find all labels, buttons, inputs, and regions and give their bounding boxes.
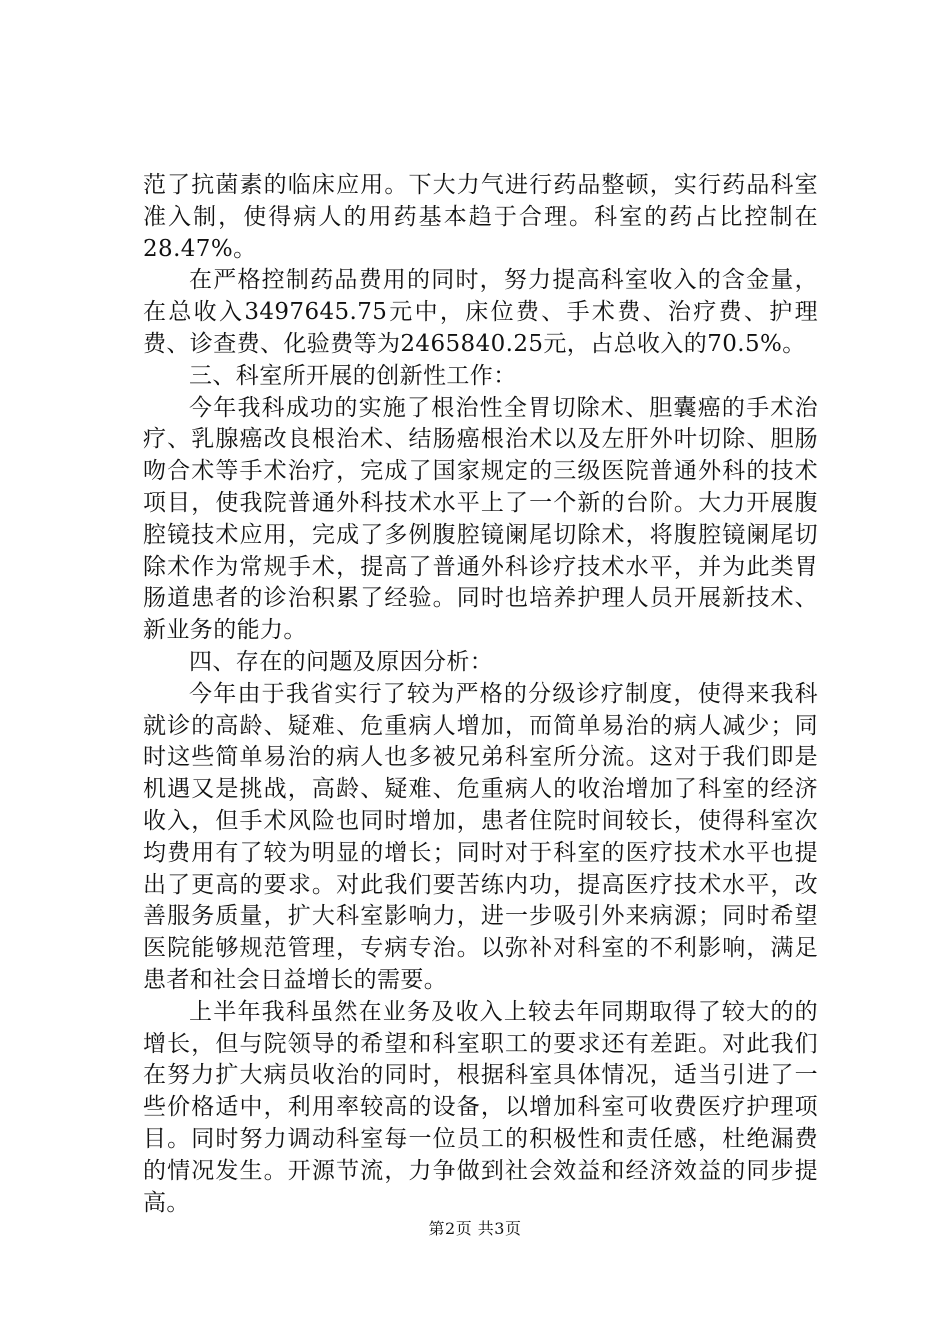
section-heading-innovation: 三、科室所开展的创新性工作： [189, 362, 517, 389]
page-number-footer: 第2页 共3页 [428, 1219, 522, 1238]
document-body [143, 170, 818, 1219]
paragraph-half-year-summary: 上半年我科虽然在业务及收入上较去年同期取得了较大的的增长，但与院领导的希望和科室职工的要求还有差距。对此我们在努力扩大病员收治的同时，根据科室具体情况，适当引进了一些价格适中，利用率较高的设备，以增加科室可收费医疗护理项目。同时努力调动科室每一位员工的积极性和责任感，杜绝漏费的情况发生。开源节流，力争做到社会效益和经济效益的同步提高。 [143, 998, 818, 1216]
paragraph-innovation: 今年我科成功的实施了根治性全胃切除术、胆囊癌的手术治疗、乳腺癌改良根治术、结肠癌根治术以及左肝外叶切除、胆肠吻合术等手术治疗，完成了国家规定的三级医院普通外科的技术项目，使我院普通外科技术水平上了一个新的台阶。大力开展腹腔镜技术应用，完成了多例腹腔镜阑尾切除术，将腹腔镜阑尾切除术作为常规手术，提高了普通外科诊疗技术水平，并为此类胃肠道患者的诊治积累了经验。同时也培养护理人员开展新技术、新业务的能力。 [143, 394, 818, 644]
paragraph-problems: 今年由于我省实行了较为严格的分级诊疗制度，使得来我科就诊的高龄、疑难、危重病人增加，而简单易治的病人减少；同时这些简单易治的病人也多被兄弟科室所分流。这对于我们即是机遇又是挑战，高龄、疑难、危重病人的收治增加了科室的经济收入，但手术风险也同时增加，患者住院时间较长，使得科室次均费用有了较为明显的增长；同时对于科室的医疗技术水平也提出了更高的要求。对此我们要苦练内功，提高医疗技术水平，改善服务质量，扩大科室影响力，进一步吸引外来病源；同时希望医院能够规范管理，专病专治。以弥补对科室的不利影响，满足患者和社会日益增长的需要。 [143, 680, 818, 993]
section-heading-problems: 四、存在的问题及原因分析： [189, 648, 494, 675]
paragraph-drug-control: 范了抗菌素的临床应用。下大力气进行药品整顿，实行药品科室准入制，使得病人的用药基本趋于合理。科室的药占比控制在28.47%。 [143, 172, 818, 262]
paragraph-income-quality: 在严格控制药品费用的同时，努力提高科室收入的含金量，在总收入3497645.75元中，床位费、手术费、治疗费、护理费、诊查费、化验费等为2465840.25元，占总收入的70.5%。 [143, 267, 818, 357]
